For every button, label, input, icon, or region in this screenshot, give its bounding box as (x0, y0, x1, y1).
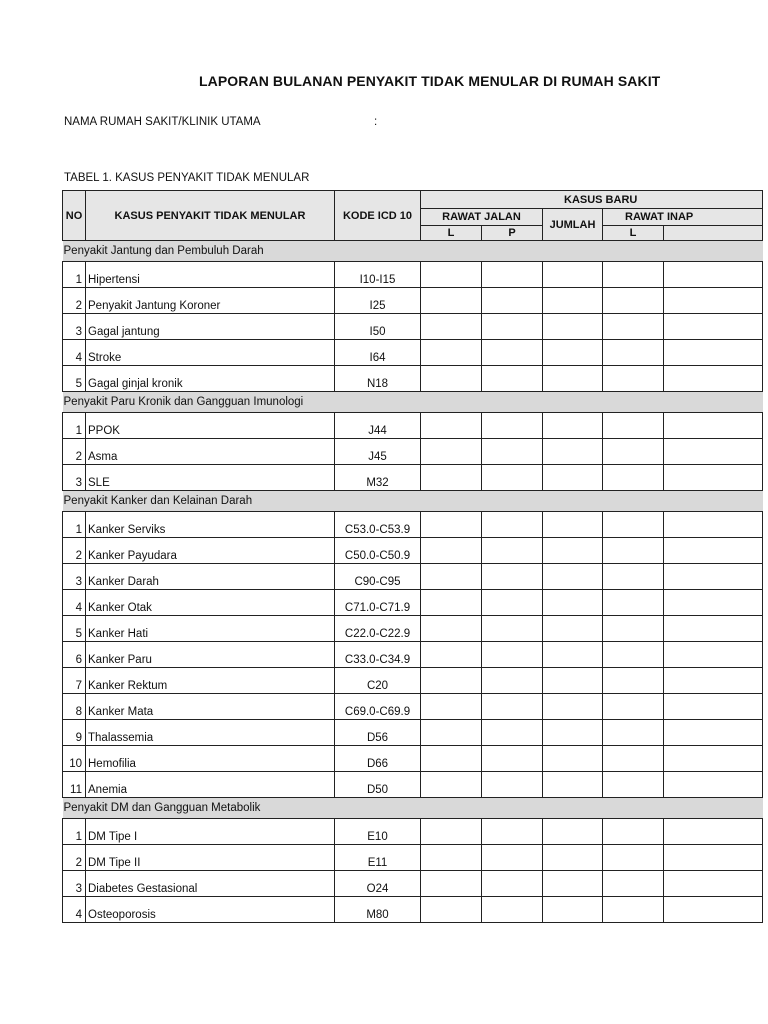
rawat-inap-l-cell[interactable] (603, 746, 664, 772)
disease-name: Kanker Paru (86, 642, 335, 668)
table-row (63, 746, 763, 772)
row-number: 4 (63, 590, 86, 616)
jumlah-cell[interactable] (543, 262, 603, 288)
rawat-inap-p-cell[interactable] (664, 262, 763, 288)
rawat-jalan-p-cell[interactable] (482, 288, 543, 314)
rawat-jalan-l-cell[interactable] (421, 590, 482, 616)
table-row (63, 845, 763, 871)
rawat-jalan-l-cell[interactable] (421, 871, 482, 897)
jumlah-cell[interactable] (543, 897, 603, 923)
rawat-inap-p-cell[interactable] (664, 314, 763, 340)
jumlah-cell[interactable] (543, 512, 603, 538)
row-number: 1 (63, 262, 86, 288)
table-row (63, 262, 763, 288)
disease-name: Gagal jantung (86, 314, 335, 340)
rawat-jalan-p-cell[interactable] (482, 897, 543, 923)
icd-code: M80 (335, 897, 421, 923)
rawat-jalan-p-cell[interactable] (482, 772, 543, 798)
category-label: Penyakit Jantung dan Pembuluh Darah (63, 241, 763, 262)
disease-name: Kanker Hati (86, 616, 335, 642)
table-row (63, 288, 763, 314)
rawat-inap-p-cell[interactable] (664, 413, 763, 439)
table-row (63, 616, 763, 642)
table-title: TABEL 1. KASUS PENYAKIT TIDAK MENULAR (64, 172, 310, 184)
row-number: 6 (63, 642, 86, 668)
icd-code: J44 (335, 413, 421, 439)
jumlah-cell[interactable] (543, 465, 603, 491)
disease-table-container (62, 190, 694, 945)
table-row (63, 819, 763, 845)
disease-name: Kanker Serviks (86, 512, 335, 538)
icd-code: C53.0-C53.9 (335, 512, 421, 538)
rawat-jalan-l-cell[interactable] (421, 366, 482, 392)
disease-name: Diabetes Gestasional (86, 871, 335, 897)
rawat-inap-p-cell[interactable] (664, 465, 763, 491)
rawat-jalan-l-cell[interactable] (421, 642, 482, 668)
rawat-jalan-l-cell[interactable] (421, 897, 482, 923)
row-number: 9 (63, 720, 86, 746)
row-number: 3 (63, 564, 86, 590)
table-row (63, 465, 763, 491)
jumlah-cell[interactable] (543, 845, 603, 871)
rawat-inap-p-cell[interactable] (664, 564, 763, 590)
table-row (63, 871, 763, 897)
disease-name: Kanker Darah (86, 564, 335, 590)
col-header-rj-l: L (421, 226, 482, 241)
rawat-inap-p-cell[interactable] (664, 538, 763, 564)
rawat-jalan-p-cell[interactable] (482, 819, 543, 845)
rawat-jalan-l-cell[interactable] (421, 772, 482, 798)
rawat-jalan-p-cell[interactable] (482, 694, 543, 720)
rawat-inap-l-cell[interactable] (603, 694, 664, 720)
table-row (63, 720, 763, 746)
rawat-jalan-p-cell[interactable] (482, 845, 543, 871)
disease-name: Hipertensi (86, 262, 335, 288)
rawat-jalan-l-cell[interactable] (421, 512, 482, 538)
rawat-inap-l-cell[interactable] (603, 871, 664, 897)
rawat-jalan-p-cell[interactable] (482, 439, 543, 465)
rawat-inap-l-cell[interactable] (603, 366, 664, 392)
rawat-jalan-p-cell[interactable] (482, 616, 543, 642)
rawat-inap-l-cell[interactable] (603, 262, 664, 288)
rawat-jalan-l-cell[interactable] (421, 819, 482, 845)
rawat-jalan-l-cell[interactable] (421, 340, 482, 366)
icd-code: I50 (335, 314, 421, 340)
category-row (63, 798, 763, 819)
icd-code: D56 (335, 720, 421, 746)
row-number: 5 (63, 616, 86, 642)
jumlah-cell[interactable] (543, 314, 603, 340)
category-label: Penyakit Paru Kronik dan Gangguan Imunologi (63, 392, 763, 413)
rawat-jalan-p-cell[interactable] (482, 590, 543, 616)
col-header-no: NO (63, 191, 86, 241)
row-number: 1 (63, 819, 86, 845)
row-number: 3 (63, 314, 86, 340)
rawat-jalan-p-cell[interactable] (482, 564, 543, 590)
rawat-jalan-l-cell[interactable] (421, 720, 482, 746)
hospital-name-colon: : (374, 116, 378, 128)
row-number: 1 (63, 512, 86, 538)
icd-code: E11 (335, 845, 421, 871)
table-row (63, 439, 763, 465)
rawat-jalan-p-cell[interactable] (482, 538, 543, 564)
icd-code: C50.0-C50.9 (335, 538, 421, 564)
jumlah-cell[interactable] (543, 819, 603, 845)
col-header-rj-p: P (482, 226, 543, 241)
rawat-inap-p-cell[interactable] (664, 366, 763, 392)
rawat-inap-p-cell[interactable] (664, 746, 763, 772)
icd-code: C22.0-C22.9 (335, 616, 421, 642)
icd-code: E10 (335, 819, 421, 845)
icd-code: I25 (335, 288, 421, 314)
category-row (63, 491, 763, 512)
col-header-rawat-inap: RAWAT INAP (603, 209, 763, 226)
rawat-inap-p-cell[interactable] (664, 642, 763, 668)
jumlah-cell[interactable] (543, 590, 603, 616)
table-row (63, 366, 763, 392)
rawat-inap-l-cell[interactable] (603, 439, 664, 465)
report-title: LAPORAN BULANAN PENYAKIT TIDAK MENULAR DI RUMAH SAKIT (199, 73, 661, 89)
rawat-inap-p-cell[interactable] (664, 897, 763, 923)
rawat-jalan-l-cell[interactable] (421, 845, 482, 871)
table-row (63, 642, 763, 668)
rawat-inap-l-cell[interactable] (603, 616, 664, 642)
rawat-inap-p-cell[interactable] (664, 512, 763, 538)
jumlah-cell[interactable] (543, 366, 603, 392)
rawat-inap-l-cell[interactable] (603, 288, 664, 314)
rawat-inap-p-cell[interactable] (664, 668, 763, 694)
jumlah-cell[interactable] (543, 538, 603, 564)
row-number: 2 (63, 538, 86, 564)
rawat-inap-l-cell[interactable] (603, 413, 664, 439)
disease-name: PPOK (86, 413, 335, 439)
rawat-jalan-p-cell[interactable] (482, 465, 543, 491)
icd-code: C20 (335, 668, 421, 694)
table-row (63, 413, 763, 439)
rawat-jalan-p-cell[interactable] (482, 668, 543, 694)
rawat-jalan-p-cell[interactable] (482, 314, 543, 340)
row-number: 2 (63, 845, 86, 871)
rawat-jalan-p-cell[interactable] (482, 366, 543, 392)
icd-code: D50 (335, 772, 421, 798)
icd-code: C33.0-C34.9 (335, 642, 421, 668)
rawat-inap-l-cell[interactable] (603, 538, 664, 564)
icd-code: N18 (335, 366, 421, 392)
rawat-jalan-p-cell[interactable] (482, 512, 543, 538)
col-header-ri-l: L (603, 226, 664, 241)
rawat-jalan-l-cell[interactable] (421, 314, 482, 340)
icd-code: M32 (335, 465, 421, 491)
rawat-inap-p-cell[interactable] (664, 772, 763, 798)
rawat-inap-p-cell[interactable] (664, 288, 763, 314)
col-header-kode: KODE ICD 10 (335, 191, 421, 241)
rawat-inap-p-cell[interactable] (664, 871, 763, 897)
disease-name: Kanker Payudara (86, 538, 335, 564)
table-row (63, 314, 763, 340)
rawat-jalan-l-cell[interactable] (421, 465, 482, 491)
disease-name: Penyakit Jantung Koroner (86, 288, 335, 314)
rawat-jalan-p-cell[interactable] (482, 642, 543, 668)
rawat-inap-l-cell[interactable] (603, 590, 664, 616)
jumlah-cell[interactable] (543, 616, 603, 642)
rawat-inap-p-cell[interactable] (664, 720, 763, 746)
col-header-kasus: KASUS PENYAKIT TIDAK MENULAR (86, 191, 335, 241)
row-number: 8 (63, 694, 86, 720)
col-header-kasus-baru: KASUS BARU (421, 191, 763, 209)
rawat-inap-l-cell[interactable] (603, 564, 664, 590)
jumlah-cell[interactable] (543, 642, 603, 668)
rawat-jalan-l-cell[interactable] (421, 288, 482, 314)
rawat-inap-l-cell[interactable] (603, 668, 664, 694)
col-header-rawat-jalan: RAWAT JALAN (421, 209, 543, 226)
category-row (63, 241, 763, 262)
rawat-jalan-l-cell[interactable] (421, 694, 482, 720)
table-row (63, 564, 763, 590)
table-row (63, 772, 763, 798)
rawat-jalan-p-cell[interactable] (482, 746, 543, 772)
jumlah-cell[interactable] (543, 720, 603, 746)
rawat-jalan-l-cell[interactable] (421, 262, 482, 288)
disease-name: Kanker Otak (86, 590, 335, 616)
jumlah-cell[interactable] (543, 413, 603, 439)
rawat-inap-p-cell[interactable] (664, 439, 763, 465)
rawat-jalan-p-cell[interactable] (482, 413, 543, 439)
row-number: 7 (63, 668, 86, 694)
table-row (63, 538, 763, 564)
rawat-jalan-l-cell[interactable] (421, 439, 482, 465)
hospital-name-label: NAMA RUMAH SAKIT/KLINIK UTAMA (64, 116, 261, 128)
rawat-inap-l-cell[interactable] (603, 512, 664, 538)
row-number: 2 (63, 439, 86, 465)
jumlah-cell[interactable] (543, 694, 603, 720)
icd-code: C71.0-C71.9 (335, 590, 421, 616)
table-row (63, 340, 763, 366)
row-number: 11 (63, 772, 86, 798)
rawat-inap-p-cell[interactable] (664, 845, 763, 871)
table-row (63, 897, 763, 923)
row-number: 10 (63, 746, 86, 772)
row-number: 5 (63, 366, 86, 392)
rawat-inap-l-cell[interactable] (603, 845, 664, 871)
disease-name: Thalassemia (86, 720, 335, 746)
rawat-jalan-l-cell[interactable] (421, 413, 482, 439)
icd-code: O24 (335, 871, 421, 897)
jumlah-cell[interactable] (543, 288, 603, 314)
row-number: 3 (63, 871, 86, 897)
rawat-inap-l-cell[interactable] (603, 720, 664, 746)
disease-name: SLE (86, 465, 335, 491)
jumlah-cell[interactable] (543, 340, 603, 366)
rawat-inap-p-cell[interactable] (664, 616, 763, 642)
rawat-jalan-p-cell[interactable] (482, 340, 543, 366)
rawat-jalan-l-cell[interactable] (421, 668, 482, 694)
rawat-inap-l-cell[interactable] (603, 897, 664, 923)
rawat-jalan-p-cell[interactable] (482, 262, 543, 288)
table-row (63, 668, 763, 694)
disease-name: DM Tipe I (86, 819, 335, 845)
disease-name: Hemofilia (86, 746, 335, 772)
disease-name: Kanker Rektum (86, 668, 335, 694)
category-label: Penyakit DM dan Gangguan Metabolik (63, 798, 763, 819)
col-header-jumlah: JUMLAH (543, 209, 603, 241)
icd-code: C90-C95 (335, 564, 421, 590)
rawat-jalan-p-cell[interactable] (482, 871, 543, 897)
rawat-inap-l-cell[interactable] (603, 819, 664, 845)
rawat-jalan-p-cell[interactable] (482, 720, 543, 746)
row-number: 3 (63, 465, 86, 491)
rawat-jalan-l-cell[interactable] (421, 564, 482, 590)
rawat-jalan-l-cell[interactable] (421, 746, 482, 772)
disease-name: Gagal ginjal kronik (86, 366, 335, 392)
category-label: Penyakit Kanker dan Kelainan Darah (63, 491, 763, 512)
category-row (63, 392, 763, 413)
table-row (63, 694, 763, 720)
table-row (63, 590, 763, 616)
row-number: 4 (63, 897, 86, 923)
disease-name: Kanker Mata (86, 694, 335, 720)
rawat-jalan-l-cell[interactable] (421, 538, 482, 564)
table-row (63, 512, 763, 538)
icd-code: J45 (335, 439, 421, 465)
jumlah-cell[interactable] (543, 871, 603, 897)
disease-name: Osteoporosis (86, 897, 335, 923)
rawat-inap-p-cell[interactable] (664, 819, 763, 845)
icd-code: D66 (335, 746, 421, 772)
row-number: 2 (63, 288, 86, 314)
row-number: 4 (63, 340, 86, 366)
disease-table (62, 190, 763, 923)
rawat-inap-p-cell[interactable] (664, 694, 763, 720)
rawat-inap-p-cell[interactable] (664, 590, 763, 616)
disease-name: Anemia (86, 772, 335, 798)
rawat-inap-l-cell[interactable] (603, 314, 664, 340)
jumlah-cell[interactable] (543, 439, 603, 465)
disease-name: Stroke (86, 340, 335, 366)
disease-name: Asma (86, 439, 335, 465)
jumlah-cell[interactable] (543, 668, 603, 694)
icd-code: C69.0-C69.9 (335, 694, 421, 720)
rawat-inap-l-cell[interactable] (603, 772, 664, 798)
rawat-inap-l-cell[interactable] (603, 465, 664, 491)
rawat-jalan-l-cell[interactable] (421, 616, 482, 642)
jumlah-cell[interactable] (543, 746, 603, 772)
rawat-inap-l-cell[interactable] (603, 642, 664, 668)
jumlah-cell[interactable] (543, 772, 603, 798)
rawat-inap-l-cell[interactable] (603, 340, 664, 366)
disease-name: DM Tipe II (86, 845, 335, 871)
icd-code: I10-I15 (335, 262, 421, 288)
jumlah-cell[interactable] (543, 564, 603, 590)
icd-code: I64 (335, 340, 421, 366)
rawat-inap-p-cell[interactable] (664, 340, 763, 366)
row-number: 1 (63, 413, 86, 439)
